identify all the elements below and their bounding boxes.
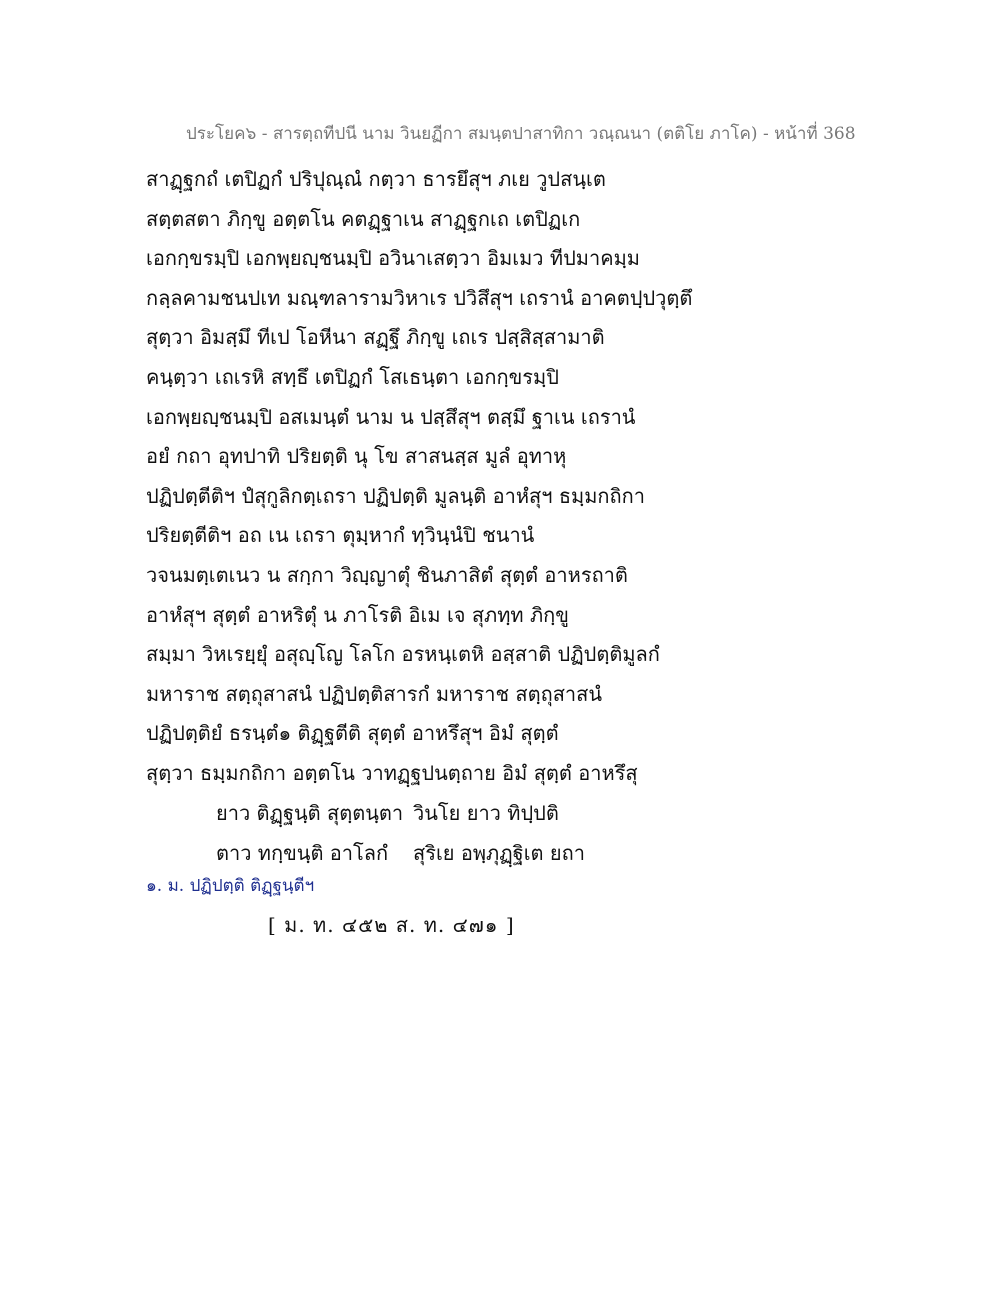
verse-row: [146, 793, 846, 833]
verse-block: [146, 793, 846, 873]
page-header: ประโยค๖ - สารตฺถทีปนี นาม วินยฏีกา สมนฺตปาสาทิกา วณฺณนา (ตติโย ภาโค) - หน้าที่ 368: [186, 124, 856, 144]
body-line: สมฺมา วิหเรยฺยุํ อสุญฺโญ โลโก อรหนฺเตหิ อสฺสาติ ปฏิปตฺติมูลกํ: [146, 642, 660, 667]
body-text: [146, 160, 866, 794]
body-line: วจนมตฺเตเนว น สกฺกา วิญฺญาตุํ ชินภาสิตํ สุตฺตํ อาหรถาติ: [146, 562, 628, 587]
body-line: มหาราช สตฺถุสาสนํ ปฏิปตฺติสารกํ มหาราช สตฺถุสาสนํ: [146, 681, 603, 706]
body-line: ปฏิปตฺติยํ ธรนฺตํ๑ ติฏฺฐตีติ สุตฺตํ อาหรึสุฯ อิมํ สุตฺตํ: [146, 721, 559, 746]
body-line: เอกพฺยญฺชนมฺปิ อสเมนฺตํ นาม น ปสฺสึสุฯ ตสฺมึ ฐาเน เถรานํ: [146, 404, 636, 429]
verse-second-half: วินโย ยาว ทิปฺปติ: [413, 801, 559, 825]
footnote: ๑. ม. ปฏิปตฺติ ติฏฺฐนฺตีฯ: [146, 876, 315, 896]
body-line: สาฏฺฐกถํ เตปิฏกํ ปริปุณฺณํ กตฺวา ธารยึสุฯ ภเย วูปสนฺเต: [146, 167, 606, 191]
verse-first-half: ยาว ติฏฺฐนฺติ สุตฺตนฺตา: [216, 801, 404, 825]
verse-row: [146, 833, 846, 873]
body-line: กลฺลคามชนปเท มณฺฑลารามวิหาเร ปวิสึสุฯ เถรานํ อาคตปฺปวุตฺตึ: [146, 285, 693, 310]
body-line: สุตฺวา ธมฺมกถิกา อตฺตโน วาทฏฺฐปนตฺถาย อิมํ สุตฺตํ อาหรึสุ: [146, 760, 638, 785]
body-line: สตฺตสตา ภิกฺขู อตฺตโน คตฏฺฐาเน สาฏฺฐกเถ เตปิฏเก: [146, 206, 581, 231]
body-line: สุตฺวา อิมสฺมึ ทีเป โอหีนา สฏฺฐึ ภิกฺขู เถเร ปสฺสิสฺสามาติ: [146, 325, 605, 350]
body-line: อยํ กถา อุทปาทิ ปริยตฺติ นุ โข สาสนสฺส มูลํ อุทาหุ: [146, 444, 567, 469]
body-line: เอกกฺขรมฺปิ เอกพฺยญฺชนมฺปิ อวินาเสตฺวา อิมเมว ทีปมาคมฺม: [146, 246, 640, 271]
body-line: ปฏิปตฺตีติฯ ปํสุกูลิกตฺเถรา ปฏิปตฺติ มูลนฺติ อาหํสุฯ ธมฺมกถิกา: [146, 483, 645, 508]
body-line: คนฺตฺวา เถเรหิ สทฺธึ เตปิฏกํ โสเธนฺตา เอกกฺขรมฺปิ: [146, 364, 559, 389]
verse-second-half: สุริเย อพฺภุฏฺฐิเต ยถา: [413, 841, 585, 865]
page-reference: [ ม. ท. ๔๕๒ ส. ท. ๔๗๑ ]: [268, 913, 515, 937]
body-line: อาหํสุฯ สุตฺตํ อาหริตุํ น ภาโรติ อิเม เจ สุภทฺท ภิกฺขู: [146, 602, 569, 627]
body-line: ปริยตฺตีติฯ อถ เน เถรา ตุมฺหากํ ทฺวินฺนํปิ ชนานํ: [146, 523, 535, 548]
verse-first-half: ตาว ทกฺขนฺติ อาโลกํ: [216, 841, 389, 865]
